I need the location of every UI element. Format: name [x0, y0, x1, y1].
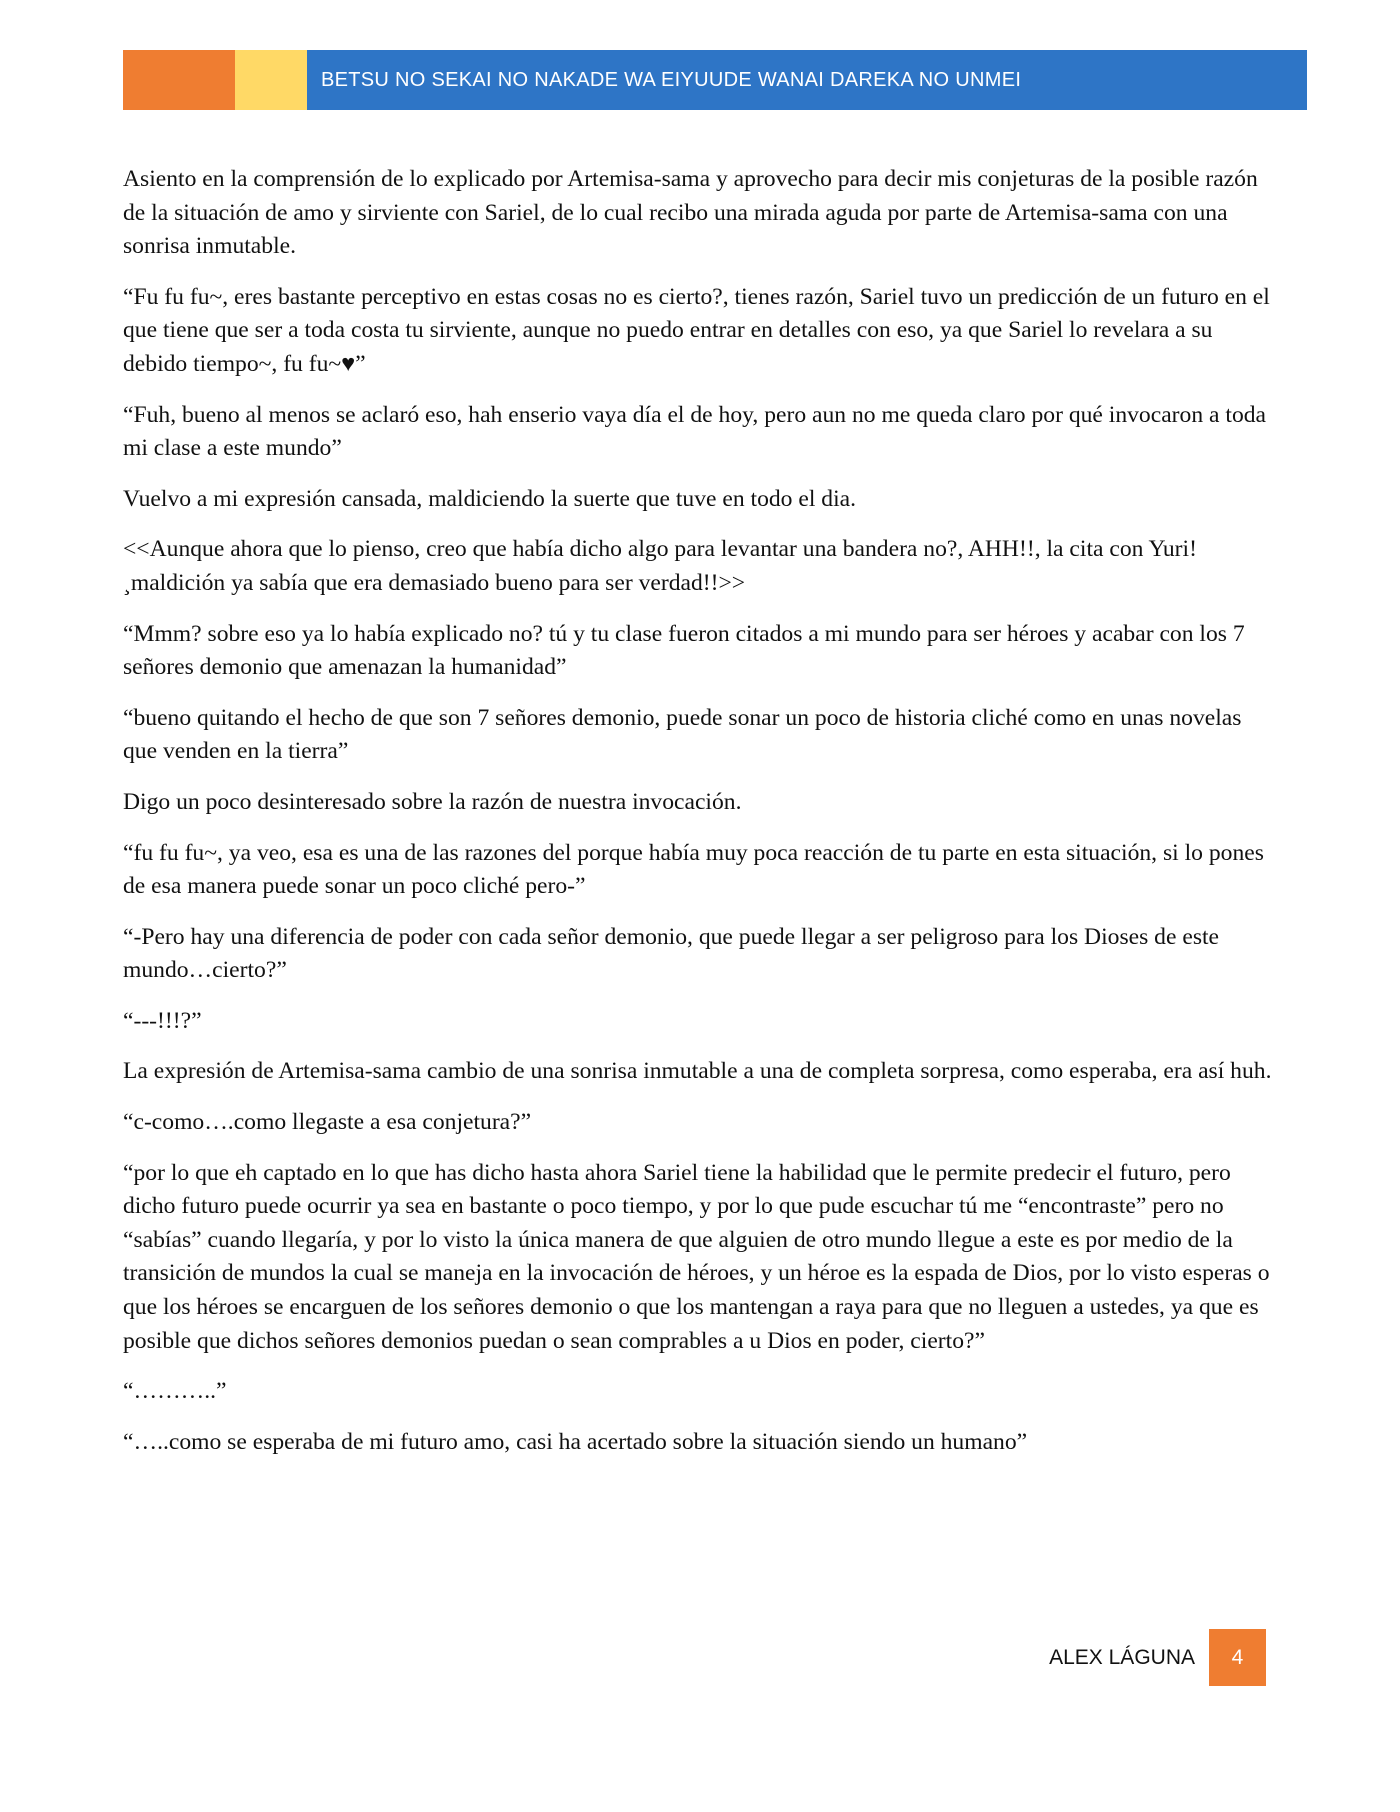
- header-title: BETSU NO SEKAI NO NAKADE WA EIYUUDE WANAI DAREKA NO UNMEI: [321, 68, 1022, 91]
- paragraph: <<Aunque ahora que lo pienso, creo que había dicho algo para levantar una bandera no?, AHH!!, la cita con Yuri!¸maldición ya sabía que era demasiado bueno para ser verdad!!>>: [123, 536, 1197, 596]
- paragraph: Asiento en la comprensión de lo explicado por Artemisa-sama y aprovecho para decir mis conjeturas de la posible razón de la situación de amo y sirviente con Sariel, de lo cual recibo una mirada aguda por parte de Artemisa-sama con una sonrisa inmutable.: [123, 166, 1258, 260]
- paragraph: “………..”: [123, 1378, 227, 1405]
- paragraph: “…..como se esperaba de mi futuro amo, casi ha acertado sobre la situación siendo un humano”: [123, 1428, 1028, 1455]
- paragraph: “fu fu fu~, ya veo, esa es una de las razones del porque había muy poca reacción de tu parte en esta situación, si lo pones de esa manera puede sonar un poco cliché pero-”: [123, 839, 1264, 900]
- paragraph: “Fuh, bueno al menos se aclaró eso, hah enserio vaya día el de hoy, pero aun no me queda claro por qué invocaron a toda mi clase a este mundo”: [123, 401, 1267, 462]
- paragraph: “-Pero hay una diferencia de poder con cada señor demonio, que puede llegar a ser peligroso para los Dioses de este mundo…cierto?”: [123, 923, 1220, 984]
- paragraph: “c-como….como llegaste a esa conjetura?”: [123, 1109, 532, 1136]
- paragraph: “bueno quitando el hecho de que son 7 señores demonio, puede sonar un poco de historia cliché como en unas novelas que venden en la tierra”: [123, 704, 1242, 765]
- document-body: [123, 163, 1273, 1476]
- footer-author: ALEX LÁGUNA: [1049, 1645, 1195, 1669]
- paragraph: Vuelvo a mi expresión cansada, maldiciendo la suerte que tuve en todo el dia.: [123, 485, 857, 512]
- paragraph: La expresión de Artemisa-sama cambio de una sonrisa inmutable a una de completa sorpresa, como esperaba, era así huh.: [123, 1058, 1272, 1085]
- paragraph: Digo un poco desinteresado sobre la razón de nuestra invocación.: [123, 788, 742, 815]
- page-number: 4: [1231, 1645, 1244, 1669]
- page-header: [123, 50, 1307, 110]
- paragraph: “Mmm? sobre eso ya lo había explicado no? tú y tu clase fueron citados a mi mundo para ser héroes y acabar con los 7 señores demonio que amenazan la humanidad”: [123, 620, 1245, 681]
- paragraph: “---!!!?”: [123, 1007, 202, 1034]
- header-orange-block: [123, 50, 235, 110]
- header-yellow-block: [235, 50, 307, 110]
- paragraph: “Fu fu fu~, eres bastante perceptivo en estas cosas no es cierto?, tienes razón, Sariel tuvo un predicción de un futuro en el que tiene que ser a toda costa tu sirviente, aunque no puedo entrar en detalles con eso, ya que Sariel lo revelara a su debido tiempo~, fu fu~♥”: [123, 283, 1270, 377]
- header-title-bar: [307, 50, 1307, 110]
- page-footer: [1049, 1629, 1266, 1686]
- paragraph: “por lo que eh captado en lo que has dicho hasta ahora Sariel tiene la habilidad que le permite predecir el futuro, pero dicho futuro puede ocurrir ya sea en bastante o poco tiempo, y por lo que pude escuchar tú me “encontraste” pero no “sabías” cuando llegaría, y por lo visto la única manera de que alguien de otro mundo llegue a este es por medio de la transición de mundos la cual se maneja en la invocación de héroes, y un héroe es la espada de Dios, por lo visto esperas o que los héroes se encarguen de los señores demonio o que los mantengan a raya para que no lleguen a ustedes, ya que es posible que dichos señores demonios puedan o sean comprables a u Dios en poder, cierto?”: [123, 1159, 1270, 1354]
- page-number-badge: [1209, 1629, 1266, 1686]
